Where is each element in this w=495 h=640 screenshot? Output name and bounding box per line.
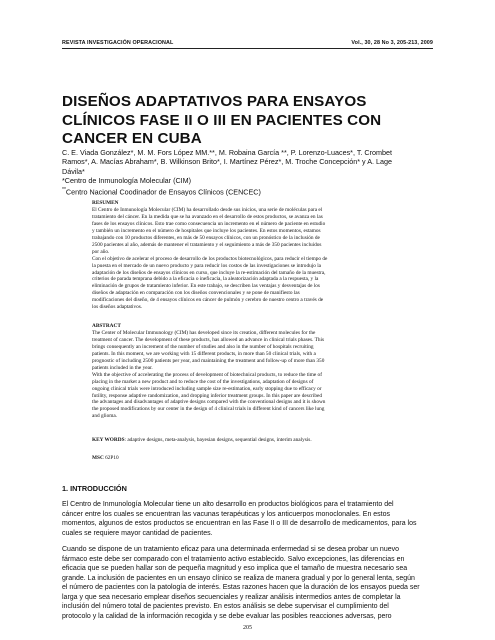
title-line: CANCER EN CUBA	[62, 130, 202, 148]
abstract-line: The Center of Molecular Immunology (CIM) has developed since its creation, different molecules for the	[92, 330, 316, 337]
resumen-section	[92, 200, 410, 311]
resumen-line: fases de los ensayos clínicos. Esto trae como consecuencia un incremento en el número de paciente en estudio	[92, 221, 326, 228]
author-block	[62, 148, 437, 196]
keywords-line	[92, 437, 410, 444]
resumen-line: la puesta en el mercado de un nuevo producto y para reducir los costos de las investigaciones se introdujo la	[92, 262, 322, 269]
abstract-line: futility, response adaptive randomization, and dropping inferior treatment groups. In this paper are described	[92, 392, 322, 399]
resumen-line: 2500 pacientes al año, además de mantener el tratamiento y el seguimiento a más de 350 pacientes incluidos	[92, 241, 322, 248]
abstract-line: prognostic of including 2500 patients per year, and maintaining the treatment and follow-up of more than 350	[92, 358, 325, 365]
volume-info: Vol., 30, 28 No 3, 205-213, 2009	[351, 40, 433, 46]
title-line: CLÍNICOS FASE II O III EN PACIENTES CON	[62, 111, 382, 129]
msc-line	[92, 455, 410, 462]
body-line: El Centro de Inmunología Molecular tiene un alto desarrollo en productos biológicos para el tratamiento del	[62, 501, 394, 508]
affiliation-text: Centro Nacional Coodinador de Ensayos Clínicos (CENCEC)	[65, 187, 261, 197]
abstract-line: With the objective of accelerating the process of development of biotechnical products, to reduce the time of	[92, 371, 322, 378]
body-line: eficacia que se pueden hallar son de pequeña magnitud y eso implica que el tamaño de muestra necesario sea	[62, 565, 408, 572]
running-header	[62, 40, 433, 49]
article-title	[62, 93, 442, 149]
resumen-line: modificaciones del diseño, de 4 ensayos clínicos en cáncer de pulmón y cerebro de nuestro centro a través de	[92, 297, 324, 304]
abstract-line: placing in the market a new product and to reduce the cost of the investigations, adaptation of designs of	[92, 378, 314, 385]
affiliation-cim: *Centro de Inmunología Molecular (CIM)	[62, 176, 192, 186]
author-line: Dávila*	[62, 166, 85, 176]
abstract-line: treatment of cancer. The development of these products, has allowed an advance in clinical trials phases. This	[92, 337, 325, 344]
resumen-line: eliminación de grupos de tratamiento inferior. En este trabajo, se describen las ventajas y desventajas de los	[92, 283, 320, 290]
abstract-line: ongoing clinical trials were introduced including sample size re-estimation, early stopping due to efficacy or	[92, 385, 322, 392]
body-line: fármaco este debe ser comparado con el tratamiento activo establecido. Salvo excepciones, las diferencias en	[62, 555, 405, 563]
msc-code: 62P10	[105, 455, 119, 461]
abstract-line: the proposed modifications by our center in the design of 4 clinical trials in different kind of cancers like lung	[92, 406, 325, 413]
body-line: protocolo y la calidad de la información recogida y se debe evaluar las posibles reacciones adversas, pero	[62, 612, 392, 620]
affiliation-marker: **	[62, 186, 66, 193]
body-line: cáncer entre los cuales se encuentran las vacunas terapéuticas y los anticuerpos monoclonales. En estos	[62, 510, 391, 518]
resumen-text	[92, 207, 410, 311]
abstract-line: brings consequently an increment of the number of studies and also in the number of hospitals recruiting	[92, 344, 314, 351]
body-line: inclusión del número total de pacientes previsto. En estos análisis se debe supervisar el cumplimiento del	[62, 603, 389, 610]
keywords-label: KEY WORDS	[92, 437, 125, 443]
title-line: DISEÑOS ADAPTATIVOS PARA ENSAYOS	[62, 93, 367, 110]
resumen-line: El Centro de Inmunología Molecular (CIM) ha desarrollado desde sus inicios, una serie de moléculas para el	[92, 207, 323, 214]
section-heading: 1. INTRODUCCIÓN	[62, 484, 127, 493]
abstract-heading: ABSTRACT	[92, 323, 121, 329]
resumen-line: los diseños adaptativos.	[92, 304, 143, 311]
body-line: el número de pacientes con la patología de interés. Estas razones hacen que la duración de los ensayos pueda ser	[62, 584, 420, 591]
body-line: larga y que sea necesario emplear diseños secuenciales y realizar análisis intermedios antes de completar la	[62, 593, 401, 601]
abstract-line: patients included in the year.	[92, 364, 153, 371]
body-line: cuales se requiere mayor cantidad de pacientes.	[62, 529, 213, 537]
abstract-line: the advantages and disadvantages of adaptive designs compared with the conventional designs and it is shown	[92, 399, 326, 406]
page-number: 205	[243, 625, 252, 631]
resumen-line: por año.	[92, 248, 110, 255]
resumen-line: diseños de adaptación en comparación con los diseños convencionales y se pone de manifiesto las	[92, 290, 300, 297]
body-line: grande. La inclusión de pacientes en un ensayo clínico se realiza de manera gradual y por lo general lenta, según	[62, 574, 415, 582]
author-line: C. E. Viada González*, M. M. Fors López MM.**, M. Robaina García **, P. Lorenzo-Luaces*, T. Crombet	[62, 148, 392, 157]
intro-paragraph-2	[62, 545, 433, 621]
resumen-line: y también un incremento en el número de hospitales que incluye los pacientes. En estos momentos, estamos	[92, 228, 321, 235]
body-line: momentos, algunos de estos productos se encuentran en las Fase II o III de desarrollo de medicamentos, para los	[62, 520, 417, 527]
msc-label: MSC	[92, 455, 104, 461]
abstract-line: and glioma.	[92, 413, 118, 420]
affiliation-cencec	[62, 186, 437, 197]
resumen-line: adaptación de los diseños de ensayos clínicos en curso, que incluye la re-estimación del tamaño de la muestra,	[92, 269, 326, 276]
body-line: Cuando se dispone de un tratamiento eficaz para una determinada enfermedad si se desea probar un nuevo	[62, 546, 400, 553]
resumen-line: Con el objetivo de acelerar el proceso de desarrollo de los productos biotecnológicos, para reducir el tiempo de	[92, 255, 328, 262]
resumen-line: criterios de parada temprana debido a la eficacia o ineficacia, la aleatorización adaptada a la respuesta, y la	[92, 276, 319, 283]
abstract-line: patients. In this moment, we are working with 15 different products, in more than 50 clinical trials, with a	[92, 351, 316, 358]
keywords-text: : adaptive designs, meta-analysis, bayesian designs, sequential designs, interim analysis.	[124, 437, 312, 443]
author-line: Ramos*, A. Macías Abraham*, B. Wilkinson Brito*, I. Martínez Pérez*, M. Troche Concepción* y A. Lage	[62, 157, 392, 167]
journal-name: REVISTA INVESTIGACIÓN OPERACIONAL	[62, 40, 174, 46]
resumen-line: trabajando con 10 productos diferentes, en más de 50 ensayos clínicos, con un pronóstico de la inclusión de	[92, 235, 320, 242]
resumen-heading: RESUMEN	[92, 200, 119, 206]
resumen-line: tratamiento del cáncer. En la medida que se ha avanzado en el desarrollo de estos productos, se avanza en las	[92, 214, 323, 221]
abstract-section	[92, 323, 410, 420]
abstract-text	[92, 330, 410, 420]
intro-paragraph-1	[62, 500, 433, 538]
